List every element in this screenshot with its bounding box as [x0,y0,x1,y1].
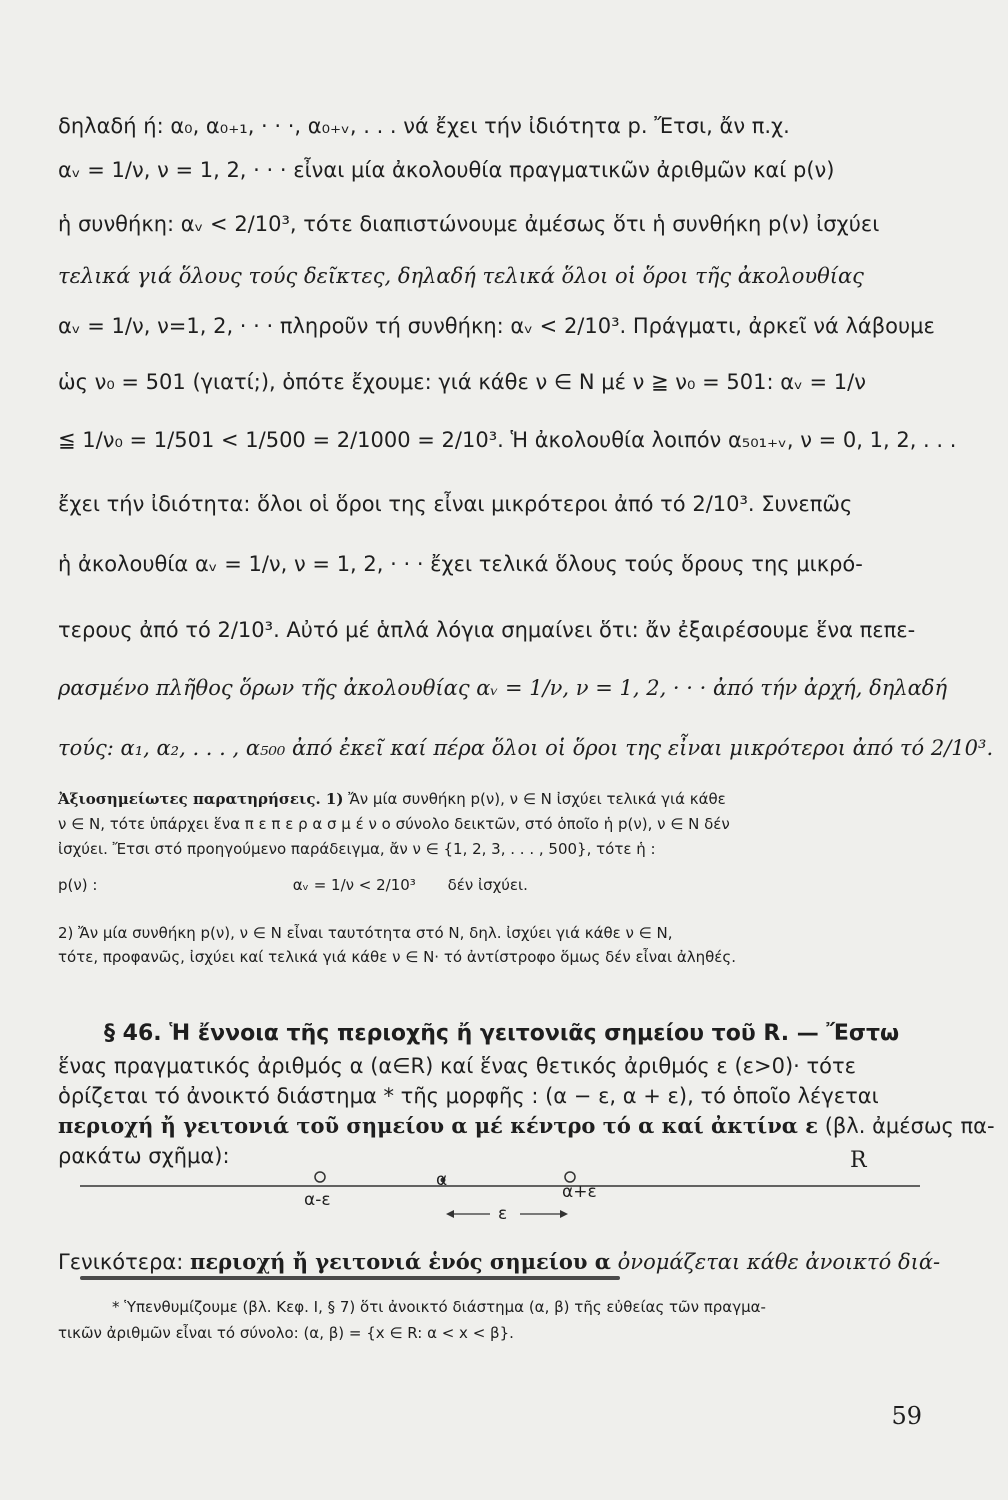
neighborhood-definition: περιοχή ἤ γειτονιά τοῦ σημείου α μέ κέντρο τό α καί ἀκτίνα ε [58,1113,819,1138]
remarks-line-6: τότε, προφανῶς, ἰσχύει καί τελικά γιά κάθε ν ∈ N· τό ἀντίστροφο ὅμως δέν εἶναι ἀληθές. [58,948,736,966]
pencil-underline [80,1276,620,1280]
epsilon-arrowhead-right [560,1210,568,1218]
condition-formula: αᵥ = 1/ν < 2/10³ [292,876,416,894]
text-line-4: τελικά γιά ὅλους τούς δεῖκτες, δηλαδή τελικά ὅλοι οἱ ὅροι τῆς ἀκολουθίας [58,264,864,288]
label-alpha-plus-epsilon: α+ε [562,1182,597,1202]
text-line-1: δηλαδή ή: α₀, α₀₊₁, · · ·, α₀₊ᵥ, . . . νά ἔχει τήν ἰδιότητα p. Ἔτσι, ἄν π.χ. [58,114,790,138]
label-alpha-minus-epsilon: α-ε [304,1190,331,1210]
text-line-6: ὡς ν₀ = 501 (γιατί;), ὁπότε ἔχουμε: γιά κάθε ν ∈ N μέ ν ≧ ν₀ = 501: αᵥ = 1/ν [58,370,866,394]
text-line-11: ρασμένο πλῆθος ὅρων τῆς ἀκολουθίας αᵥ = 1/ν, ν = 1, 2, · · · ἀπό τήν ἀρχή, δηλαδή [58,676,948,700]
label-alpha: α [436,1170,448,1190]
right-endpoint-marker [565,1172,575,1182]
text-line-2: αᵥ = 1/ν, ν = 1, 2, · · · εἶναι μία ἀκολουθία πραγματικῶν ἀριθμῶν καί p(ν) [58,158,835,182]
text-line-3: ἡ συνθήκη: αᵥ < 2/10³, τότε διαπιστώνουμε ἀμέσως ὅτι ἡ συνθήκη p(ν) ἰσχύει [58,212,880,236]
remarks-line-3: ἰσχύει. Ἔτσι στό προηγούμενο παράδειγμα, ἄν ν ∈ {1, 2, 3, . . . , 500}, τότε ἡ : [58,840,656,858]
remarks-line-5: 2) Ἄν μία συνθήκη p(ν), ν ∈ N εἶναι ταυτότητα στό N, δηλ. ἰσχύει γιά κάθε ν ∈ N, [58,924,673,942]
left-endpoint-marker [315,1172,325,1182]
page-number: 59 [891,1402,922,1430]
section-line-2: ὁρίζεται τό ἀνοικτό διάστημα * τῆς μορφῆς : (α − ε, α + ε), τό ὁποῖο λέγεται [58,1084,879,1108]
section-line-3 [58,1112,995,1140]
label-epsilon: ε [498,1204,508,1224]
remarks-line-2: ν ∈ N, τότε ὑπάρχει ἕνα π ε π ε ρ α σ μ έ ν ο σύνολο δεικτῶν, στό ὁποῖο ἡ p(ν), ν ∈ N δέν [58,815,730,833]
remarks-text-1: Ἄν μία συνθήκη p(ν), ν ∈ N ἰσχύει τελικά γιά κάθε [348,790,726,808]
section-line-1: ἕνας πραγματικός ἀριθμός α (α∈R) καί ἕνας θετικός ἀριθμός ε (ε>0)· τότε [58,1054,856,1078]
text-line-9: ἡ ἀκολουθία αᵥ = 1/ν, ν = 1, 2, · · · ἔχει τελικά ὅλους τούς ὅρους της μικρό- [58,552,863,576]
text-line-12: τούς: α₁, α₂, . . . , α₅₀₀ ἀπό ἐκεῖ καί πέρα ὅλοι οἱ ὅροι της εἶναι μικρότεροι ἀπό τό 2/10³. [58,736,994,760]
general-bold-term: περιοχή ἤ γειτονιά ἑνός σημείου α [190,1249,611,1274]
general-definition-line [58,1248,941,1276]
general-italic-rest: ὀνομάζεται κάθε ἀνοικτό διά- [617,1250,941,1274]
epsilon-arrowhead-left [446,1210,454,1218]
text-line-8: ἔχει τήν ἰδιότητα: ὅλοι οἱ ὅροι της εἶναι μικρότεροι ἀπό τό 2/10³. Συνεπῶς [58,492,853,516]
remarks-line-4 [58,874,934,896]
footnote-line-1: * Ὑπενθυμίζουμε (βλ. Κεφ. I, § 7) ὅτι ἀνοικτό διάστημα (α, β) τῆς εὐθείας τῶν πραγμα- [112,1298,766,1316]
section-line-3-rest: (βλ. ἀμέσως πα- [818,1114,995,1138]
remarks-line-1 [58,788,934,810]
axis-label-R: R [850,1148,867,1173]
text-line-10: τερους ἀπό τό 2/10³. Αὐτό μέ ἁπλά λόγια σημαίνει ὅτι: ἄν ἐξαιρέσουμε ἕνα πεπε- [58,618,916,642]
footnote-line-2: τικῶν ἀριθμῶν εἶναι τό σύνολο: (α, β) = {x ∈ R: α < x < β}. [58,1324,514,1342]
text-line-7: ≦ 1/ν₀ = 1/501 < 1/500 = 2/1000 = 2/10³. Ἡ ἀκολουθία λοιπόν α₅₀₁₊ᵥ, ν = 0, 1, 2, . . . [58,428,957,452]
text-line-5: αᵥ = 1/ν, ν=1, 2, · · · πληροῦν τή συνθήκη: αᵥ < 2/10³. Πράγματι, ἀρκεῖ νά λάβουμε [58,314,935,338]
condition-result: δέν ἰσχύει. [447,876,528,894]
general-lead: Γενικότερα: [58,1250,184,1274]
remarks-heading: Ἀξιοσημείωτες παρατηρήσεις. 1) [58,790,344,808]
condition-label: p(ν) : [58,876,98,894]
section-line-4: ρακάτω σχῆμα): [58,1144,230,1168]
section-heading: § 46. Ἡ ἔννοια τῆς περιοχῆς ἤ γειτονιᾶς σημείου τοῦ R. — Ἔστω [104,1021,900,1046]
